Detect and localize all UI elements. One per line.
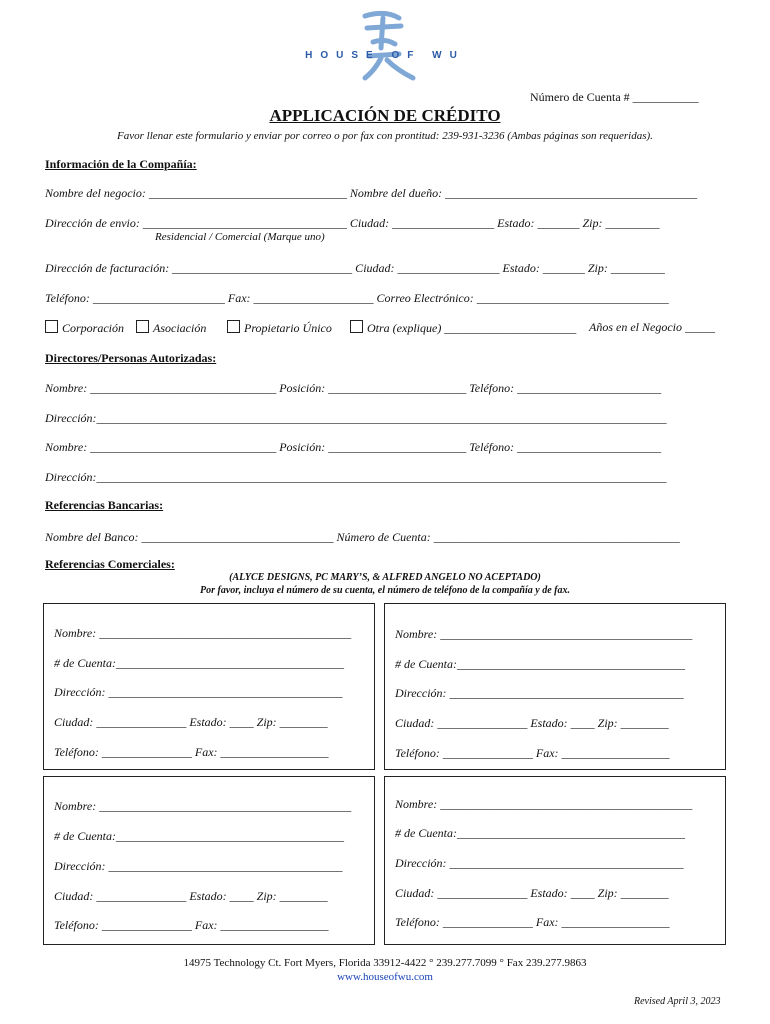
instructions: Favor llenar este formulario y enviar por correo o por fax con prontitud: 239-931-3236 (Ambas páginas son requeridas). bbox=[117, 130, 653, 142]
ref-address: Dirección: _______________________________________ bbox=[395, 856, 684, 870]
commercial-heading: Referencias Comerciales: bbox=[45, 557, 175, 571]
ref-account: # de Cuenta:______________________________________ bbox=[54, 829, 344, 843]
not-accepted-note: (ALYCE DESIGNS, PC MARY’S, & ALFRED ANGELO NO ACEPTADO) bbox=[229, 572, 541, 583]
option-label: Propietario Único bbox=[244, 321, 332, 335]
reference-box-1 bbox=[43, 603, 375, 770]
footer-address: 14975 Technology Ct. Fort Myers, Florida 33912-4422 ° 239.277.7099 ° Fax 239.277.9863 bbox=[183, 957, 587, 969]
option-label: Corporación bbox=[62, 321, 125, 335]
page-title: APPLICACIÓN DE CRÉDITO bbox=[269, 106, 501, 125]
reference-box-2 bbox=[384, 603, 726, 770]
ref-account: # de Cuenta:______________________________________ bbox=[395, 826, 685, 840]
checkbox-association[interactable] bbox=[136, 320, 149, 333]
phone-fax-email-row: Teléfono: ______________________ Fax: ____________________ Correo Electrónico: ________________________________ bbox=[45, 291, 669, 305]
ref-city: Ciudad: _______________ Estado: ____ Zip: ________ bbox=[395, 886, 669, 900]
logo-glyph-icon bbox=[295, 8, 475, 88]
bank-heading: Referencias Bancarias: bbox=[45, 498, 164, 512]
ref-phone: Teléfono: _______________ Fax: __________________ bbox=[395, 915, 670, 929]
ref-account: # de Cuenta:______________________________________ bbox=[54, 656, 344, 670]
option-label: Asociación bbox=[153, 321, 207, 335]
option-sole-proprietor[interactable] bbox=[227, 320, 332, 336]
ref-city: Ciudad: _______________ Estado: ____ Zip: ________ bbox=[54, 889, 328, 903]
ref-phone: Teléfono: _______________ Fax: __________________ bbox=[54, 745, 329, 759]
ref-phone: Teléfono: _______________ Fax: __________________ bbox=[395, 746, 670, 760]
bank-row: Nombre del Banco: ________________________________ Número de Cuenta: _________________________________________ bbox=[45, 530, 680, 544]
directors-heading: Directores/Personas Autorizadas: bbox=[45, 351, 217, 365]
ref-city: Ciudad: _______________ Estado: ____ Zip: ________ bbox=[395, 716, 669, 730]
company-heading: Información de la Compañía: bbox=[45, 157, 197, 171]
reference-box-3 bbox=[43, 776, 375, 945]
reference-box-4 bbox=[384, 776, 726, 945]
house-of-wu-logo bbox=[295, 8, 475, 88]
option-association[interactable] bbox=[136, 320, 206, 336]
revised-date: Revised April 3, 2023 bbox=[634, 996, 721, 1007]
ref-name: Nombre: __________________________________________ bbox=[395, 627, 693, 641]
director-1-row: Nombre: _______________________________ Posición: _______________________ Teléfono: ________________________ bbox=[45, 381, 662, 395]
checkbox-sole-proprietor[interactable] bbox=[227, 320, 240, 333]
director-2-address: Dirección:_______________________________________________________________________________________________ bbox=[45, 470, 667, 484]
shipping-address-row: Dirección de envio: __________________________________ Ciudad: _________________ Estado: _______ Zip: _________ bbox=[45, 216, 660, 230]
director-1-address: Dirección:_______________________________________________________________________________________________ bbox=[45, 411, 667, 425]
logo-text: HOUSE OF WU bbox=[305, 50, 465, 61]
billing-address-row: Dirección de facturación: ______________________________ Ciudad: _________________ Estado: _______ Zip: _________ bbox=[45, 261, 665, 275]
director-2-row: Nombre: _______________________________ Posición: _______________________ Teléfono: ________________________ bbox=[45, 440, 662, 454]
checkbox-corporation[interactable] bbox=[45, 320, 58, 333]
account-number-field: Número de Cuenta # ___________ bbox=[530, 90, 699, 104]
website-link[interactable]: www.houseofwu.com bbox=[337, 971, 433, 983]
ref-city: Ciudad: _______________ Estado: ____ Zip: ________ bbox=[54, 715, 328, 729]
option-label: Otra (explique) ______________________ bbox=[367, 321, 577, 335]
ref-address: Dirección: _______________________________________ bbox=[54, 685, 343, 699]
ref-name: Nombre: __________________________________________ bbox=[54, 626, 352, 640]
option-corporation[interactable] bbox=[45, 320, 124, 336]
ref-account: # de Cuenta:______________________________________ bbox=[395, 657, 685, 671]
ref-name: Nombre: __________________________________________ bbox=[54, 799, 352, 813]
checkbox-other[interactable] bbox=[350, 320, 363, 333]
option-other[interactable] bbox=[350, 320, 576, 336]
include-info-note: Por favor, incluya el número de su cuenta, el número de teléfono de la compañía y de fax. bbox=[200, 585, 570, 596]
years-in-business: Años en el Negocio _____ bbox=[589, 320, 715, 334]
ref-name: Nombre: __________________________________________ bbox=[395, 797, 693, 811]
ref-phone: Teléfono: _______________ Fax: __________________ bbox=[54, 918, 329, 932]
residential-commercial-note: Residencial / Comercial (Marque uno) bbox=[155, 231, 325, 243]
business-name-row: Nombre del negocio: _________________________________ Nombre del dueño: __________________________________________ bbox=[45, 186, 698, 200]
ref-address: Dirección: _______________________________________ bbox=[395, 686, 684, 700]
ref-address: Dirección: _______________________________________ bbox=[54, 859, 343, 873]
